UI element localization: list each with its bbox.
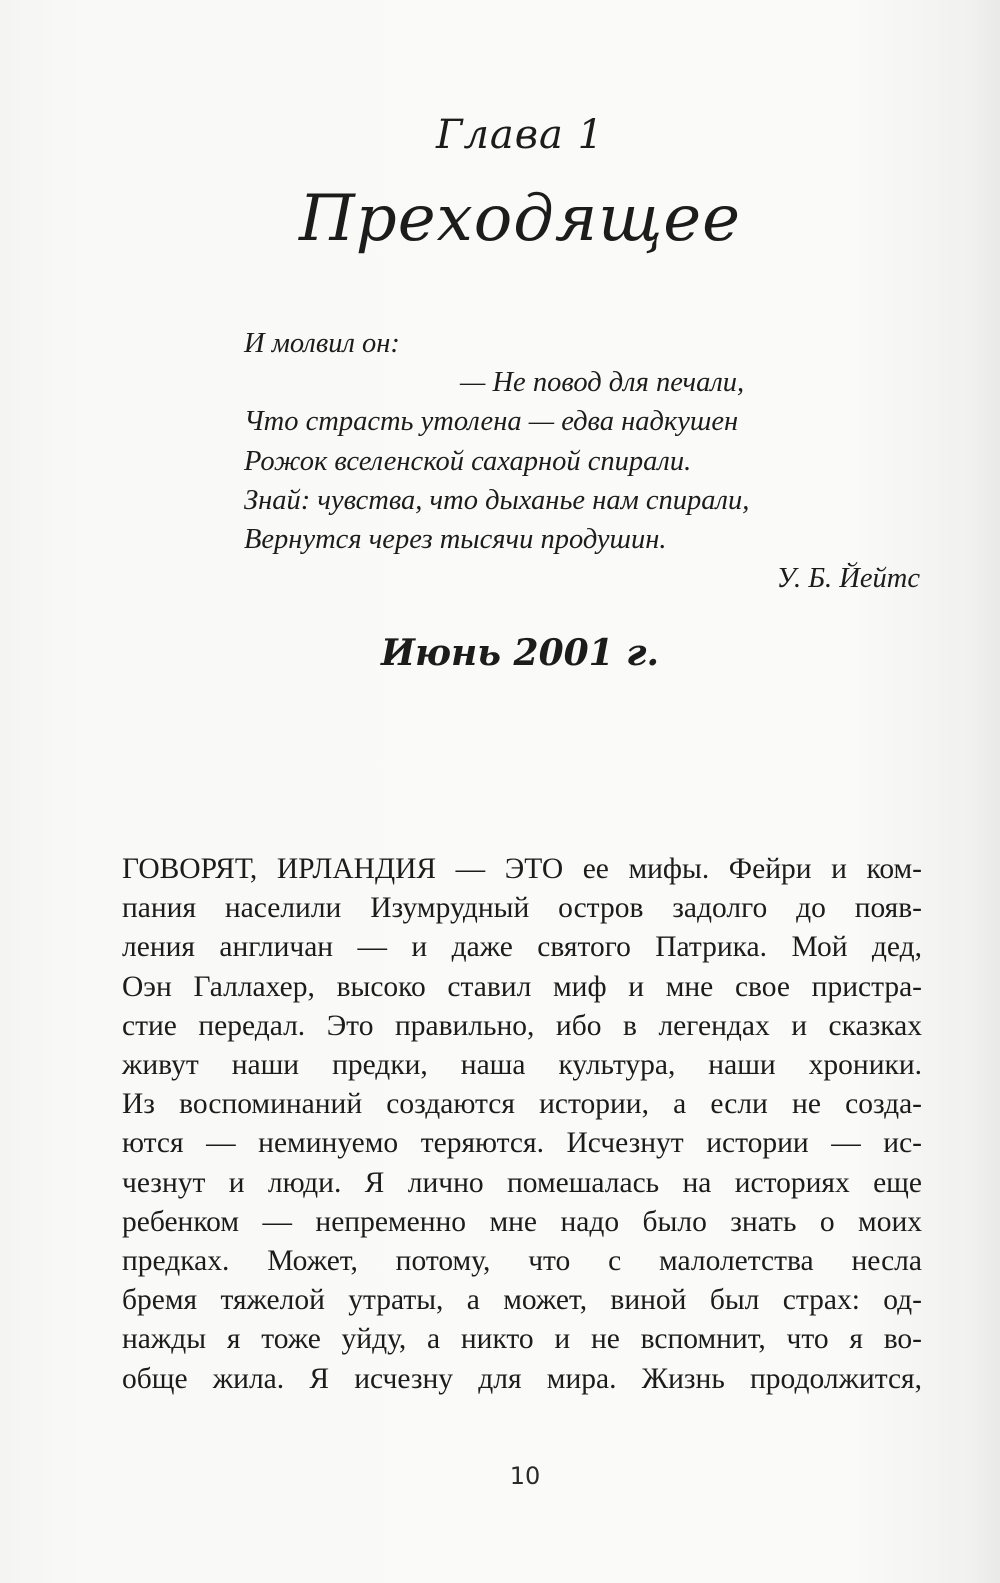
- epigraph-line: Рожок вселенской сахарной спирали.: [244, 445, 692, 477]
- epigraph-line: Что страсть утолена — едва надкушен: [244, 406, 739, 438]
- epigraph-line: — Не повод для печали,: [460, 367, 745, 399]
- chapter-title: Преходящее: [298, 182, 742, 256]
- body-line: Из воспоминаний создаются истории, а если не созда-: [122, 1088, 922, 1121]
- body-line: живут наши предки, наша культура, наши хроники.: [122, 1049, 922, 1082]
- body-line: бремя тяжелой утраты, а может, виной был страх: од-: [122, 1284, 922, 1317]
- body-line: пания населили Изумрудный остров задолго до появ-: [122, 892, 922, 925]
- body-line: нажды я тоже уйду, а никто и не вспомнит, что я во-: [122, 1323, 922, 1356]
- date-heading: Июнь 2001 г.: [380, 632, 660, 674]
- epigraph-author: У. Б. Йейтс: [776, 563, 920, 595]
- body-line: ления англичан — и даже святого Патрика. Мой дед,: [122, 931, 922, 964]
- body-line: чезнут и люди. Я лично помешалась на историях еще: [122, 1166, 922, 1199]
- body-line: обще жила. Я исчезну для мира. Жизнь продолжится,: [122, 1362, 922, 1395]
- body-paragraph: [122, 850, 922, 1399]
- chapter-label: Глава 1: [435, 112, 605, 158]
- epigraph-line: И молвил он:: [244, 328, 400, 359]
- body-line: ребенком — непременно мне надо было знать о моих: [122, 1205, 922, 1238]
- body-line: предках. Может, потому, что с малолетства несла: [122, 1245, 922, 1278]
- body-line: стие передал. Это правильно, ибо в легендах и сказках: [122, 1009, 922, 1042]
- body-line: Оэн Галлахер, высоко ставил миф и мне свое пристра-: [122, 970, 922, 1003]
- body-line: ГОВОРЯТ, ИРЛАНДИЯ — ЭТО ее мифы. Фейри и ком-: [122, 853, 922, 885]
- body-line: ются — неминуемо теряются. Исчезнут истории — ис-: [122, 1127, 922, 1160]
- epigraph-line: Вернутся через тысячи продушин.: [244, 524, 667, 556]
- epigraph: [244, 324, 924, 598]
- page-number: 10: [509, 1462, 541, 1490]
- epigraph-line: Знай: чувства, что дыханье нам спирали,: [244, 484, 750, 516]
